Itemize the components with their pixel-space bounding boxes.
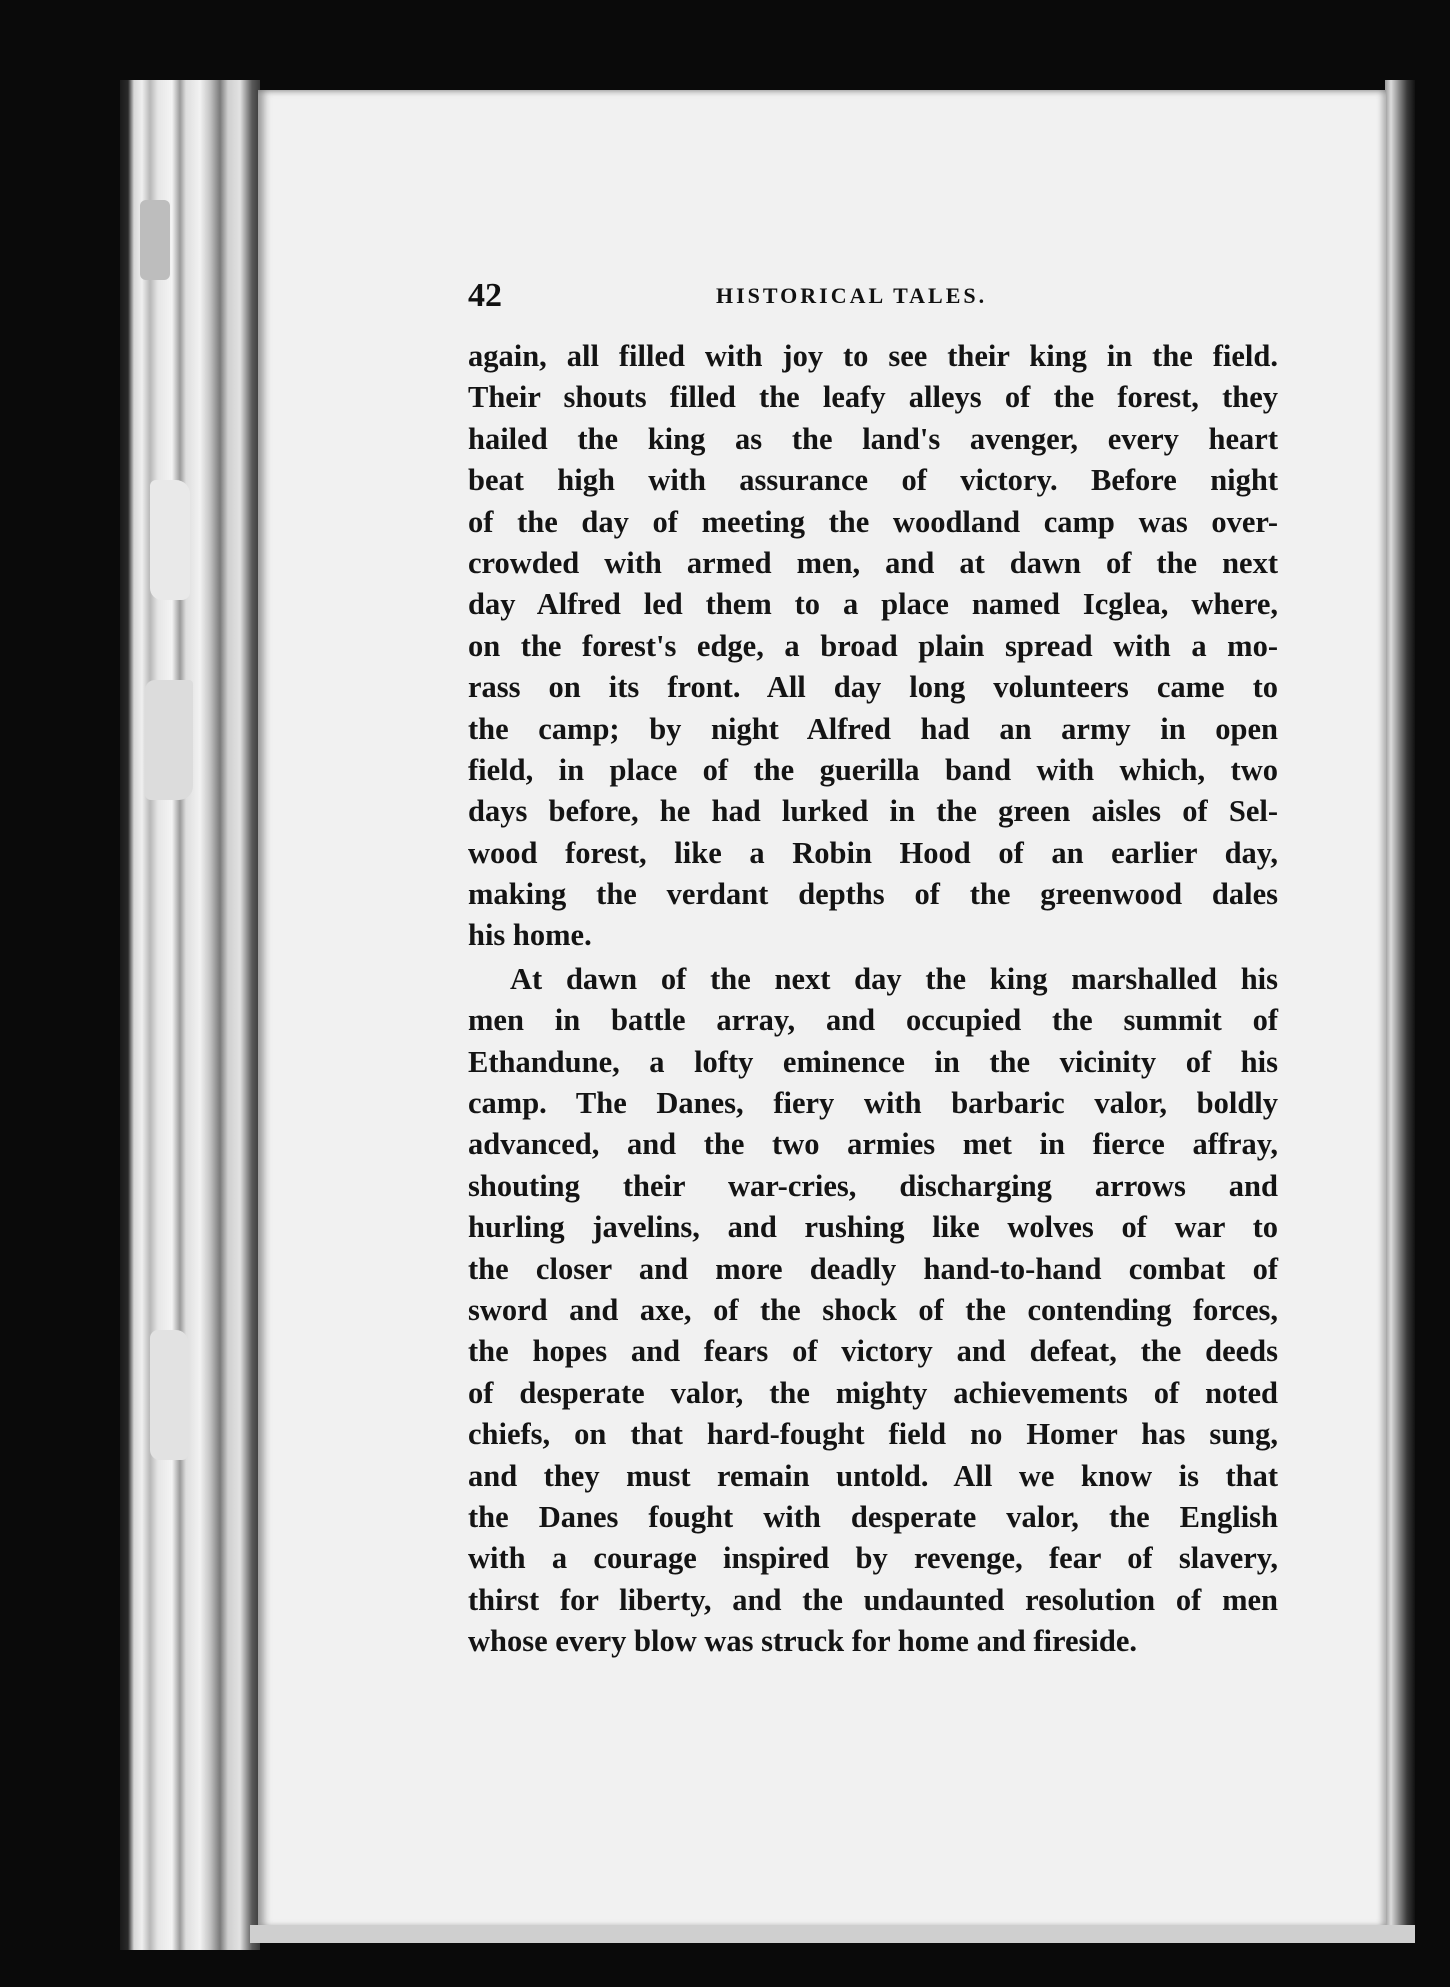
text-line: beat high with assurance of victory. Before night — [468, 463, 1278, 498]
text-line: of desperate valor, the mighty achievements of noted — [468, 1375, 1278, 1410]
text-line: wood forest, like a Robin Hood of an earlier day, — [468, 835, 1278, 870]
torn-page-fragment — [150, 480, 190, 600]
text-line: hailed the king as the land's avenger, every heart — [468, 421, 1278, 456]
paragraph-2 — [468, 959, 1278, 1663]
text-line: and they must remain untold. All we know is that — [468, 1458, 1278, 1493]
page-bottom-edge — [250, 1925, 1415, 1943]
text-line: days before, he had lurked in the green aisles of Sel- — [468, 794, 1278, 829]
text-line: of the day of meeting the woodland camp was over- — [468, 504, 1278, 539]
torn-page-fragment — [150, 1330, 188, 1460]
text-line: the closer and more deadly hand-to-hand combat of — [468, 1251, 1278, 1286]
torn-page-fragment — [140, 200, 170, 280]
paragraph-1 — [468, 336, 1278, 957]
text-line: the camp; by night Alfred had an army in open — [468, 711, 1278, 746]
text-line: the hopes and fears of victory and defeat, the deeds — [468, 1334, 1278, 1369]
text-line: sword and axe, of the shock of the contending forces, — [468, 1292, 1278, 1327]
text-line: day Alfred led them to a place named Icglea, where, — [468, 587, 1278, 622]
text-line: thirst for liberty, and the undaunted resolution of men — [468, 1582, 1278, 1617]
page-number: 42 — [468, 277, 502, 314]
text-line: camp. The Danes, fiery with barbaric valor, boldly — [468, 1086, 1278, 1121]
text-line: rass on its front. All day long volunteers came to — [468, 670, 1278, 705]
text-line: his home. — [468, 918, 592, 953]
right-page-edge — [1385, 80, 1415, 1930]
text-line: whose every blow was struck for home and fireside. — [468, 1624, 1137, 1659]
text-line: the Danes fought with desperate valor, the English — [468, 1499, 1278, 1534]
torn-page-fragment — [145, 680, 193, 800]
text-line: field, in place of the guerilla band with which, two — [468, 752, 1278, 787]
text-line: on the forest's edge, a broad plain spread with a mo- — [468, 628, 1278, 663]
text-line: chiefs, on that hard-fought field no Homer has sung, — [468, 1417, 1278, 1452]
text-line: men in battle array, and occupied the summit of — [468, 1003, 1278, 1038]
text-line: At dawn of the next day the king marshalled his — [510, 961, 1278, 996]
text-line: Ethandune, a lofty eminence in the vicinity of his — [468, 1044, 1278, 1079]
text-line: shouting their war-cries, discharging arrows and — [468, 1168, 1278, 1203]
text-line: advanced, and the two armies met in fierce affray, — [468, 1127, 1278, 1162]
running-head: HISTORICAL TALES. — [716, 283, 988, 308]
text-line: crowded with armed men, and at dawn of the next — [468, 545, 1278, 580]
text-line: again, all filled with joy to see their king in the field. — [468, 339, 1278, 373]
page-header — [468, 277, 1028, 317]
text-line: Their shouts filled the leafy alleys of the forest, they — [468, 380, 1278, 415]
stacked-page-edges — [120, 80, 260, 1950]
text-line: hurling javelins, and rushing like wolves of war to — [468, 1210, 1278, 1245]
text-line: making the verdant depths of the greenwood dales — [468, 877, 1278, 912]
body-text — [468, 336, 1278, 1663]
text-line: with a courage inspired by revenge, fear of slavery, — [468, 1541, 1278, 1576]
